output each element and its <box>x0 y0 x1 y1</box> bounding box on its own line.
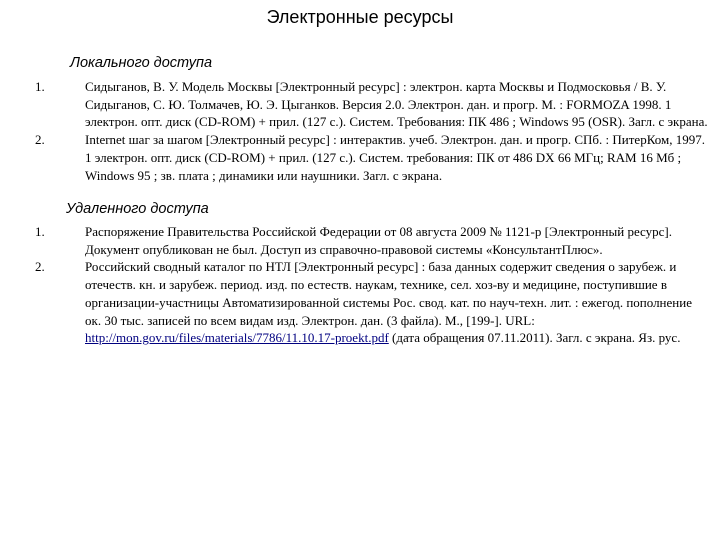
citation-text: Распоряжение Правительства Российской Федерации от 08 августа 2009 № 1121-р [Электронный ресурс]. Документ опубликован не был. Доступ из справочно-правовой системы «КонсультантПлюс». <box>85 224 672 257</box>
item-number: 2. <box>35 132 45 148</box>
list-item <box>0 258 720 347</box>
local-resources-list <box>0 78 720 184</box>
section-heading-remote: Удаленного доступа <box>66 201 209 217</box>
list-item <box>0 223 720 258</box>
section-heading-local: Локального доступа <box>70 55 213 71</box>
item-number: 2. <box>35 259 45 275</box>
citation-text: Сидыганов, В. У. Модель Москвы [Электронный ресурс] : электрон. карта Москвы и Подмосковья / В. У. Сидыганов, С. Ю. Толмачев, Ю. Э. Цыганков. Версия 2.0. Электрон. дан. и прогр. М. : FORMOZA 1998. 1 электрон. опт. диск (CD-ROM) + прил. (127 с.). Систем. Требования: ПК 486 ; Windows 95 (OSR). Загл. с экрана. <box>85 79 708 130</box>
list-item <box>0 78 720 131</box>
item-number: 1. <box>35 224 45 239</box>
list-item <box>0 131 720 184</box>
citation-text-after-link: (дата обращения 07.11.2011). Загл. с экрана. Яз. рус. <box>388 330 681 346</box>
item-number: 1. <box>35 79 45 94</box>
citation-text-before-link: Российский сводный каталог по НТЛ [Электронный ресурс] : база данных содержит сведения о зарубеж. и отечеств. кн. и зарубеж. период. изд. по естеств. наукам, технике, сел. хоз-ву и медицине, поступившие в организации-участницы Автоматизированной системы Рос. свод. кат. по науч-техн. лит. : ежегод. пополнение ок. 30 тыс. записей по всем видам изд. Электрон. дан. (3 файла). М., [199-]. URL: <box>85 259 692 328</box>
citation-text <box>85 258 710 347</box>
page-title: Электронные ресурсы <box>266 7 454 27</box>
citation-text: Internet шаг за шагом [Электронный ресурс] : интерактив. учеб. Электрон. дан. и прогр. СПб. : ПитерКом, 1997. 1 электрон. опт. диск (CD-ROM) + прил. (127 с.). Систем. требования: ПК от 486 DX 66 МГц; RAM 16 Мб ; Windows 95 ; зв. плата ; динамики или наушники. Загл. с экрана. <box>85 132 705 183</box>
remote-resources-list <box>0 223 720 347</box>
catalog-url-link[interactable]: http://mon.gov.ru/files/materials/7786/11.10.17-proekt.pdf <box>85 330 389 346</box>
